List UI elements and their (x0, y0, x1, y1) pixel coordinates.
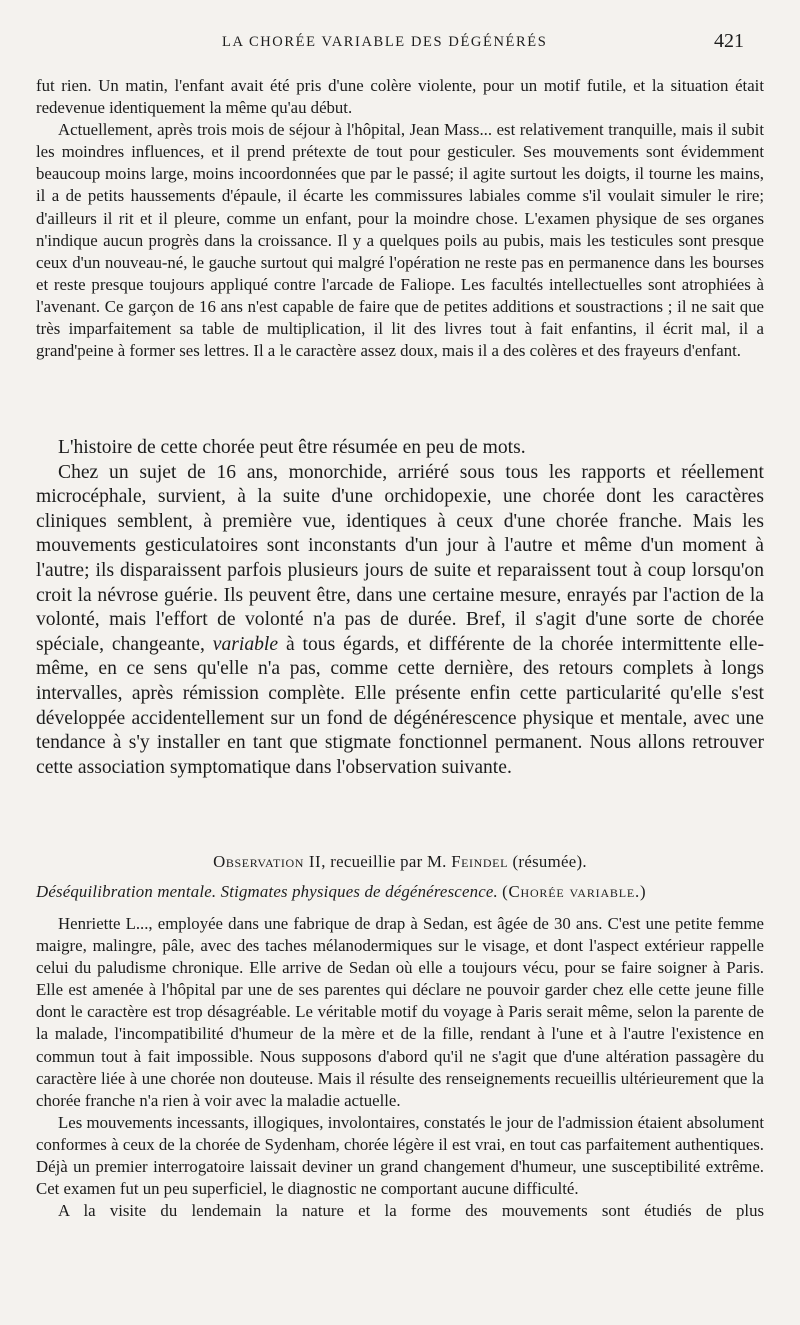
observation-body (36, 913, 764, 1222)
summary-section (36, 436, 764, 780)
summary-text-after: à tous égards, et différente de la chorée intermittente elle-même, en ce sens qu'elle n'a pas, comme cette dernière, des retours complets à longs intervalles, après rémission complète. Elle présente enfin cette particularité qu'elle s'est développée accidentellement sur un fond de dégénérescence physique et mentale, avec une tendance à s'y installer en tant que stigmate fonctionnel permanent. Nous allons retrouver cette association symptomatique dans l'observation suivante. (36, 633, 764, 778)
observation-heading (0, 852, 800, 872)
summary-italic-word: variable (212, 633, 279, 655)
observation-note: (résumée). (512, 852, 587, 871)
observation-label: Observation II (213, 852, 322, 871)
paragraph-observation-1: Henriette L..., employée dans une fabrique de drap à Sedan, est âgée de 30 ans. C'est une petite femme maigre, malingre, pâle, avec des taches mélanodermiques sur le visage, et dont l'aspect extérieur rappelle celui du paludisme chronique. Elle arrive de Sedan où elle a toujours vécu, pour se faire soigner à Paris. Elle est amenée à l'hôpital par une de ses parentes qui déclare ne pouvoir garder chez elle cette jeune fille dont le caractère est trop désagréable. Le véritable motif du voyage à Paris serait même, selon la parente de la malade, l'incompatibilité d'humeur de la mère et de la fille, rendant à l'une et à l'autre l'existence en commun tout à fait impossible. Nous supposons d'abord qu'il ne s'agit que d'une altération passagère du caractère liée à une chorée non douteuse. Mais il résulte des renseignements recueillis ultérieurement que la chorée franche n'a rien à voir avec la maladie actuelle. (36, 914, 764, 1110)
observation-subtitle (36, 882, 776, 902)
case-continuation (36, 75, 764, 362)
observation-subtitle-italic: Déséquilibration mentale. Stigmates physiques de dégénérescence. (36, 882, 498, 901)
paragraph-summary-body (36, 461, 764, 781)
paragraph-opening: fut rien. Un matin, l'enfant avait été pris d'une colère violente, pour un motif futile, et la situation était redevenue identiquement la même qu'au début. (36, 76, 764, 118)
paragraph-summary-intro: L'histoire de cette chorée peut être résumée en peu de mots. (58, 437, 526, 458)
paragraph-current-state: Actuellement, après trois mois de séjour à l'hôpital, Jean Mass... est relativement tranquille, mais il subit les moindres influences, et il prend prétexte de tout pour gesticuler. Ses mouvements sont évidemment beaucoup moins large, moins incoordonnées que par le passé; il agite surtout les doigts, il tourne les mains, il a de petits haussements d'épaule, il écarte les commissures labiales comme s'il voulait simuler le rire; d'ailleurs il rit et il pleure, comme un enfant, pour la moindre chose. L'examen physique de ses organes n'indique aucun progrès dans la croissance. Il y a quelques poils au pubis, mais les testicules sont presque ceux d'un nouveau-né, le gauche surtout qui malgré l'opération ne reste pas en permanence dans les bourses et reste presque toujours appliqué contre l'arcade de Faliope. Les facultés intellectuelles sont atrophiées à l'avenant. Ce garçon de 16 ans n'est capable de faire que de petites additions et soustractions ; il ne sait que très imparfaitement sa table de multiplication, il lit des livres tout à fait enfantins, il écrit mal, il a grand'peine à former ses lettres. Il a le caractère assez doux, mais il a des colères et des frayeurs d'enfant. (36, 120, 764, 361)
observation-author: Feindel (451, 852, 509, 871)
paragraph-observation-2: Les mouvements incessants, illogiques, involontaires, constatés le jour de l'admission étaient absolument conformes à ceux de la chorée de Sydenham, chorée légère il est vrai, en tout cas parfaitement authentiques. Déjà un premier interrogatoire laissait deviner un grand changement d'humeur, une susceptibilité extrême. Cet examen fut un peu superficiel, le diagnostic ne comportant aucune difficulté. (36, 1112, 764, 1199)
page-number: 421 (714, 30, 744, 52)
paragraph-observation-3: A la visite du lendemain la nature et la forme des mouvements sont étudiés de plus (58, 1201, 764, 1221)
running-title: LA CHORÉE VARIABLE DES DÉGÉNÉRÉS (222, 34, 548, 50)
observation-collected-by: , recueillie par M. (321, 852, 447, 871)
observation-subtitle-caps: (Chorée variable.) (502, 882, 647, 901)
summary-text-before: Chez un sujet de 16 ans, monorchide, arriéré sous tous les rapports et réellement microcéphale, survient, à la suite d'une orchidopexie, une chorée dont les caractères cliniques semblent, à première vue, identiques à ceux d'une chorée franche. Mais les mouvements gesticulatoires sont inconstants d'un jour à l'autre et même d'un moment à l'autre; ils disparaissent parfois plusieurs jours de suite et reparaissent tout à coup lorsqu'on croit la névrose guérie. Ils peuvent être, dans une certaine mesure, enrayés par l'action de la volonté, mais l'effort de volonté n'a pas de durée. Bref, il s'agit d'une sorte de chorée spéciale, changeante, (36, 461, 764, 655)
running-head (0, 30, 800, 56)
